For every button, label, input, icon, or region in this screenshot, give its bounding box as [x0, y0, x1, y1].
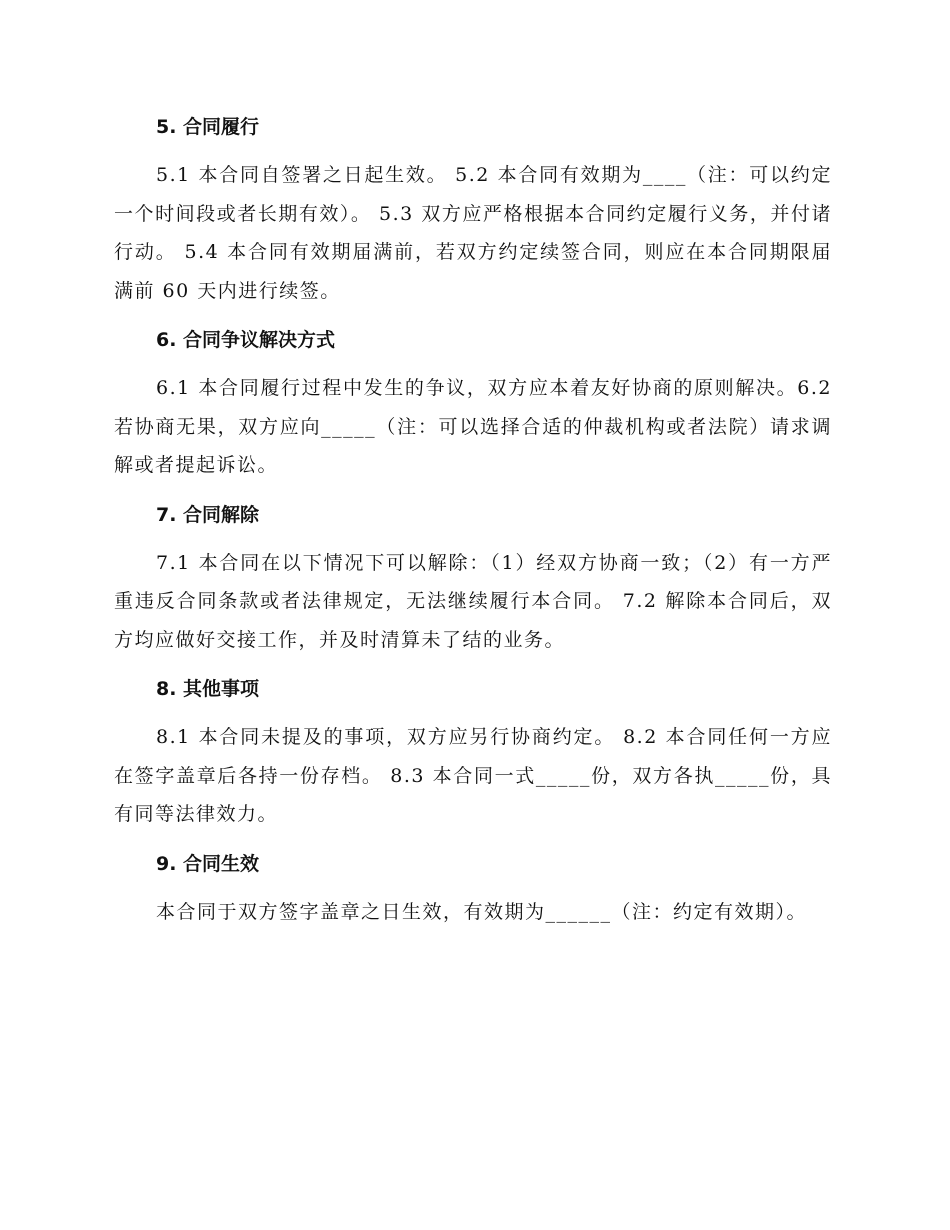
section-contract-effectiveness	[114, 845, 832, 932]
section-dispute-resolution	[114, 321, 832, 485]
section-heading: 6. 合同争议解决方式	[156, 329, 336, 351]
section-heading: 7. 合同解除	[156, 503, 260, 526]
section-paragraph: 6.1 本合同履行过程中发生的争议，双方应本着友好协商的原则解决。6.2 若协商无果，双方应向_____（注：可以选择合适的仲裁机构或者法院）请求调解或者提起诉讼。	[114, 377, 832, 476]
section-paragraph: 本合同于双方签字盖章之日生效，有效期为______（注：约定有效期）。	[156, 900, 808, 923]
section-contract-termination	[114, 496, 832, 660]
section-heading: 9. 合同生效	[156, 852, 260, 875]
section-paragraph: 8.1 本合同未提及的事项，双方应另行协商约定。 8.2 本合同任何一方应在签字盖章后各持一份存档。 8.3 本合同一式_____份，双方各执_____份，具有同等法律效力。	[114, 726, 832, 825]
document-body	[114, 108, 832, 942]
section-heading: 8. 其他事项	[156, 678, 260, 700]
section-contract-performance	[114, 108, 832, 310]
section-heading: 5. 合同履行	[156, 116, 260, 138]
section-other-matters	[114, 670, 832, 834]
section-paragraph: 7.1 本合同在以下情况下可以解除：（1）经双方协商一致；（2）有一方严重违反合同条款或者法律规定，无法继续履行本合同。 7.2 解除本合同后，双方均应做好交接工作，并及时清算未了结的业务。	[114, 551, 832, 651]
section-paragraph: 5.1 本合同自签署之日起生效。 5.2 本合同有效期为____（注：可以约定一个时间段或者长期有效）。 5.3 双方应严格根据本合同约定履行义务，并付诸行动。 5.4 本合同有效期届满前，若双方约定续签合同，则应在本合同期限届满前 60 天内进行续签。	[114, 164, 832, 302]
